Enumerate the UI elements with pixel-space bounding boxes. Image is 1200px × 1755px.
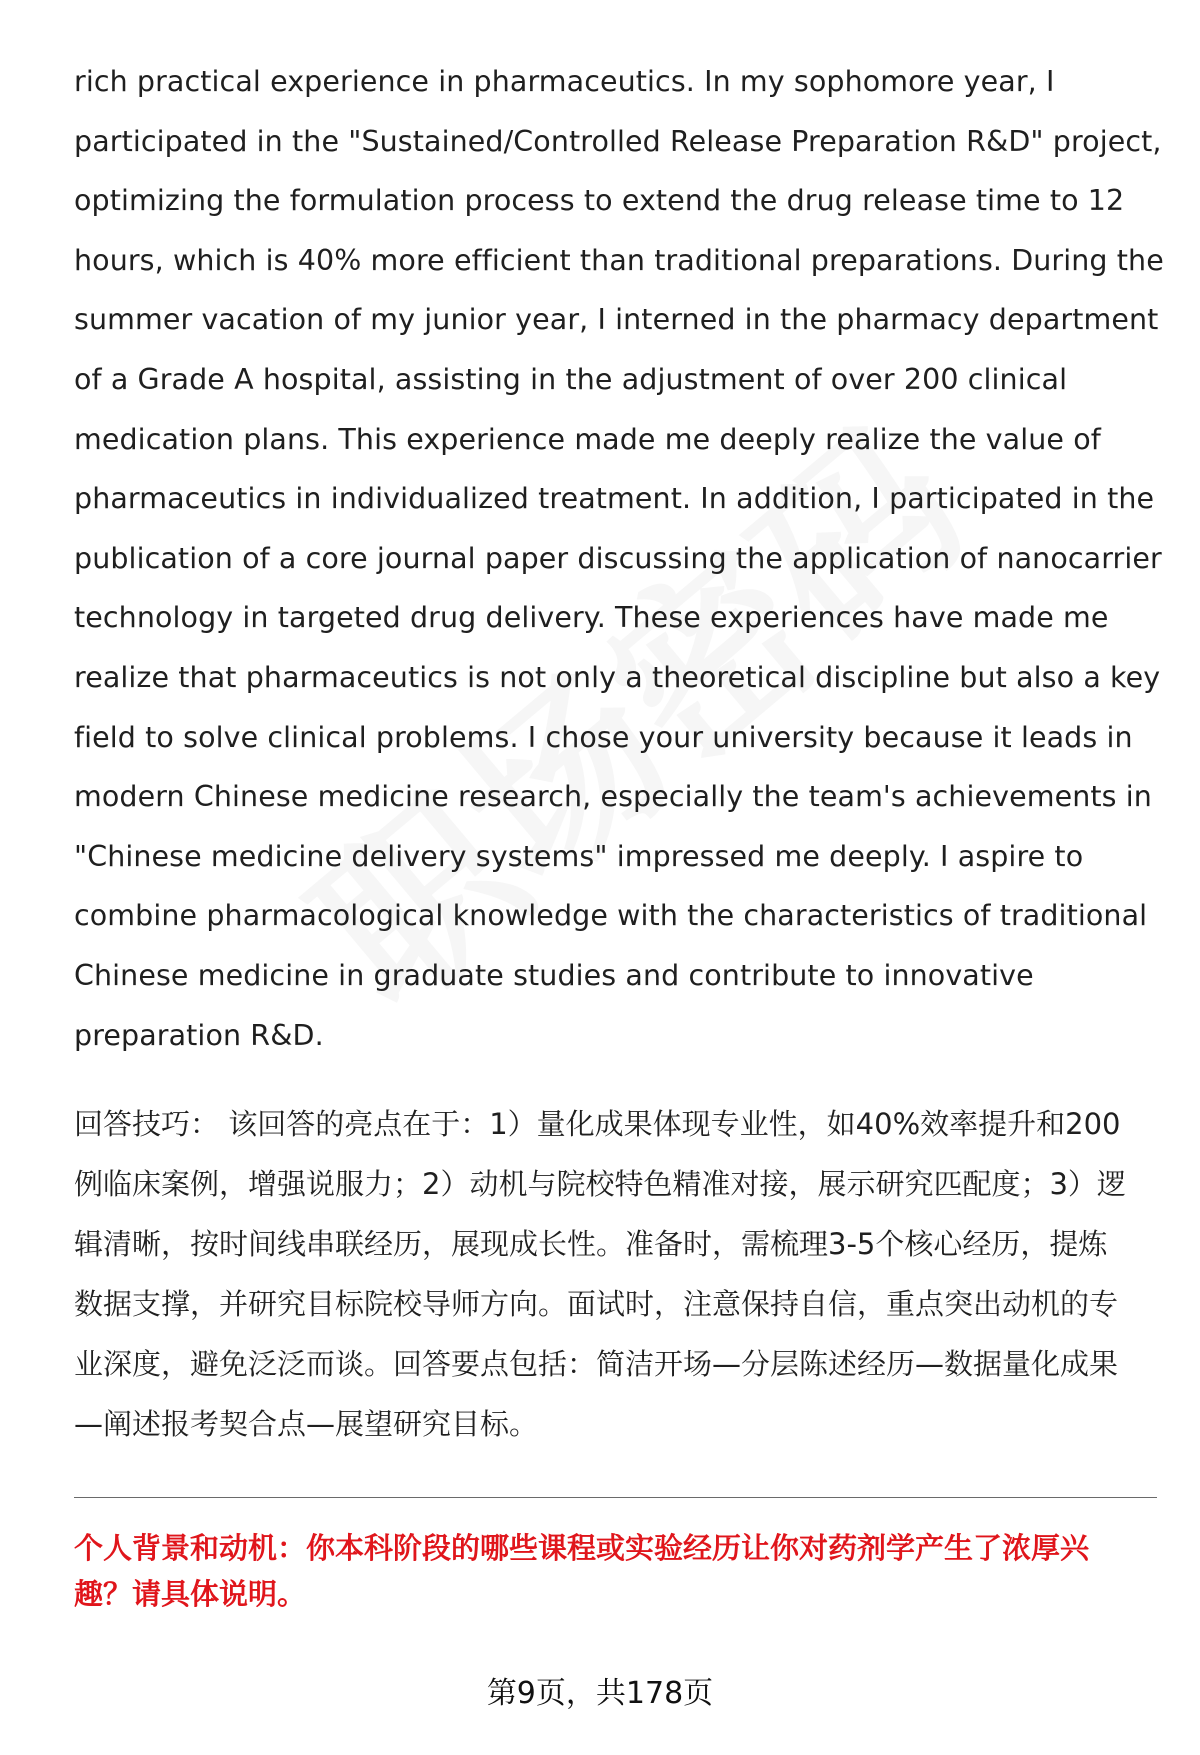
page-number-footer: 第9页，共178页 (486, 1676, 714, 1711)
interview-question: 个人背景和动机：你本科阶段的哪些课程或实验经历让你对药剂学产生了浓厚兴 趣？请具体说明。 (74, 1531, 1090, 1611)
answer-tips-paragraph: 回答技巧： 该回答的亮点在于：1）量化成果体现专业性，如40%效率提升和200 例临床案例，增强说服力；2）动机与院校特色精准对接，展示研究匹配度；3）逻 辑清晰，按时间线串联经历，展现成长性。准备时，需梳理3-5个核心经历，提炼 数据支撑，并研究目标院校导师方向。面试时，注意保持自信，重点突出动机的专 业深度，避免泛泛而谈。回答要点包括：简洁开场—分层陈述经历—数据量化成果 —阐述报考契合点—展望研究目标。 (74, 1107, 1126, 1441)
answer-paragraph: rich practical experience in pharmaceutics. In my sophomore year, I participated in the "Sustained/Controlled Release Preparation R&D" project, optimizing the formulation process to extend the drug release time to 12 hours, which is 40% more efficient than traditional preparations. During the summer vacation of my junior year, I interned in the pharmacy department of a Grade A hospital, assisting in the adjustment of over 200 clinical medication plans. This experience made me deeply realize the value of pharmaceutics in individualized treatment. In addition, I participated in the publication of a core journal paper discussing the application of nanocarrier technology in targeted drug delivery. These experiences have made me realize that pharmaceutics is not only a theoretical discipline but also a key field to solve clinical problems. I chose your university because it leads in modern Chinese medicine research, especially the team's achievements in "Chinese medicine delivery systems" impressed me deeply. I aspire to combine pharmacological knowledge with the characteristics of traditional Chinese medicine in graduate studies and contribute to innovative preparation R&D. (74, 65, 1164, 1052)
section-divider (74, 1497, 1157, 1498)
